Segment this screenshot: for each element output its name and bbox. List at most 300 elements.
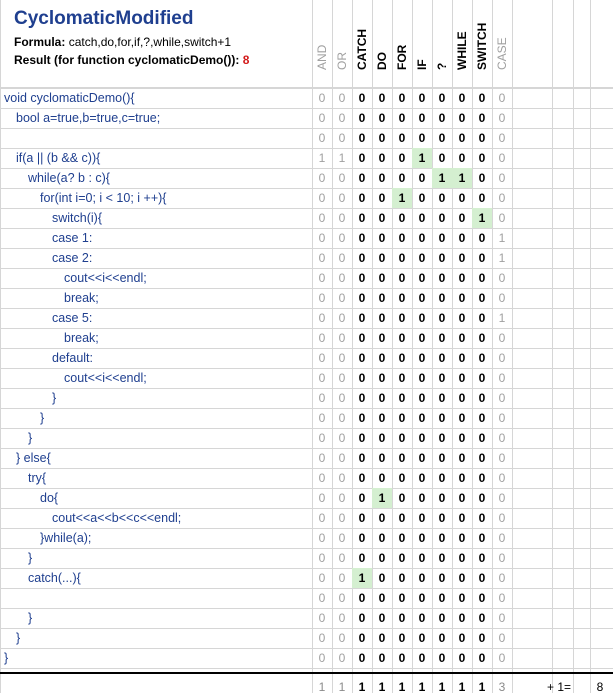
metric-cell: 0	[438, 311, 446, 325]
metric-cell: 0	[438, 371, 446, 385]
metric-cell: 0	[358, 491, 366, 505]
code-line: break;	[64, 291, 99, 305]
metric-cell: 1	[412, 148, 432, 168]
metric-cell: 0	[378, 431, 386, 445]
metric-cell: 0	[478, 451, 486, 465]
metric-cell: 0	[458, 251, 466, 265]
code-line: }	[40, 411, 45, 425]
metric-cell: 0	[378, 451, 386, 465]
column-header-label: DO	[375, 52, 389, 70]
metric-cell: 0	[318, 471, 326, 485]
code-line: }	[4, 651, 9, 665]
metric-cell: 0	[458, 631, 466, 645]
grid-hline	[0, 468, 613, 469]
metric-cell: 0	[318, 411, 326, 425]
metric-cell: 0	[378, 151, 386, 165]
metric-cell: 0	[358, 91, 366, 105]
metric-cell: 0	[378, 111, 386, 125]
metric-cell: 0	[358, 271, 366, 285]
metric-cell: 1	[352, 568, 372, 588]
code-line: break;	[64, 331, 99, 345]
metric-cell: 1	[472, 208, 492, 228]
metric-cell: 0	[338, 331, 346, 345]
metric-cell: 0	[418, 331, 426, 345]
metric-cell: 0	[378, 271, 386, 285]
code-line: case 5:	[52, 311, 93, 325]
metric-cell: 0	[338, 251, 346, 265]
metric-cell: 0	[418, 571, 426, 585]
column-header-switch	[472, 2, 492, 86]
metric-cell: 0	[338, 451, 346, 465]
metric-cell: 1	[392, 188, 412, 208]
metric-cell: 0	[458, 111, 466, 125]
metric-cell: 0	[318, 631, 326, 645]
metric-cell: 0	[498, 211, 506, 225]
column-header-if	[412, 2, 432, 86]
metric-cell: 0	[378, 231, 386, 245]
metric-cell: 0	[418, 251, 426, 265]
grid-vline	[512, 0, 513, 693]
code-line: while(a? b : c){	[28, 171, 110, 185]
metric-cell: 0	[318, 491, 326, 505]
metric-cell: 0	[458, 651, 466, 665]
metric-cell: 0	[498, 351, 506, 365]
metric-cell: 0	[458, 91, 466, 105]
metric-cell: 0	[378, 351, 386, 365]
metric-cell: 0	[378, 391, 386, 405]
metric-cell: 0	[498, 411, 506, 425]
code-line: switch(i){	[52, 211, 103, 225]
metric-cell: 0	[398, 531, 406, 545]
metric-cell: 0	[478, 571, 486, 585]
metric-cell: 0	[338, 611, 346, 625]
metric-cell: 0	[478, 491, 486, 505]
metric-cell: 0	[338, 131, 346, 145]
metric-cell: 0	[478, 151, 486, 165]
column-header-label: ?	[435, 62, 449, 70]
sum-separator	[0, 672, 613, 674]
metric-cell: 0	[498, 551, 506, 565]
metric-cell: 0	[478, 531, 486, 545]
metric-cell: 0	[478, 111, 486, 125]
column-sum: 1	[338, 680, 346, 694]
metric-cell: 0	[438, 651, 446, 665]
grid-hline	[0, 668, 613, 669]
metric-cell: 0	[478, 411, 486, 425]
metric-cell: 0	[458, 431, 466, 445]
metric-cell: 0	[438, 191, 446, 205]
metric-cell: 0	[458, 491, 466, 505]
metric-cell: 0	[318, 611, 326, 625]
metric-cell: 0	[398, 411, 406, 425]
metric-cell: 1	[498, 251, 506, 265]
column-sum: 1	[358, 680, 366, 694]
metric-cell: 0	[398, 611, 406, 625]
metric-cell: 0	[338, 291, 346, 305]
metric-cell: 0	[398, 271, 406, 285]
metric-cell: 0	[478, 251, 486, 265]
metric-cell: 0	[378, 591, 386, 605]
metric-cell: 0	[358, 251, 366, 265]
metric-cell: 0	[358, 431, 366, 445]
column-header-or	[332, 2, 352, 86]
metric-cell: 0	[498, 431, 506, 445]
metric-cell: 0	[398, 211, 406, 225]
metric-cell: 0	[318, 231, 326, 245]
metric-cell: 0	[318, 571, 326, 585]
grid-hline	[0, 448, 613, 449]
metric-cell: 0	[318, 331, 326, 345]
metric-cell: 0	[438, 331, 446, 345]
metric-cell: 0	[358, 651, 366, 665]
metric-cell: 0	[418, 491, 426, 505]
metric-cell: 0	[438, 631, 446, 645]
code-line: }	[28, 431, 33, 445]
formula-text: catch,do,for,if,?,while,switch+1	[68, 35, 232, 49]
metric-cell: 0	[418, 351, 426, 365]
metric-cell: 0	[398, 311, 406, 325]
code-line: case 1:	[52, 231, 93, 245]
metric-cell: 0	[338, 391, 346, 405]
metric-cell: 0	[318, 91, 326, 105]
grid-hline	[0, 588, 613, 589]
metric-cell: 0	[418, 271, 426, 285]
metric-cell: 0	[418, 231, 426, 245]
metric-cell: 0	[318, 351, 326, 365]
metric-cell: 0	[438, 571, 446, 585]
metric-cell: 0	[438, 251, 446, 265]
metric-cell: 0	[458, 511, 466, 525]
metric-cell: 0	[358, 231, 366, 245]
metric-cell: 0	[318, 511, 326, 525]
metric-cell: 0	[378, 91, 386, 105]
metric-cell: 0	[318, 171, 326, 185]
metric-cell: 0	[458, 451, 466, 465]
metric-cell: 0	[438, 271, 446, 285]
metric-cell: 0	[378, 531, 386, 545]
metric-cell: 0	[378, 551, 386, 565]
metric-cell: 0	[458, 591, 466, 605]
metric-cell: 0	[438, 451, 446, 465]
metric-cell: 0	[378, 571, 386, 585]
metric-cell: 0	[338, 411, 346, 425]
sheet-title: CyclomaticModified	[14, 8, 194, 29]
metric-cell: 0	[378, 171, 386, 185]
metric-cell: 0	[378, 131, 386, 145]
metric-cell: 0	[418, 411, 426, 425]
code-line: cout<<i<<endl;	[64, 271, 147, 285]
metric-cell: 0	[378, 291, 386, 305]
metric-cell: 0	[418, 451, 426, 465]
metric-cell: 0	[398, 551, 406, 565]
metric-cell: 0	[358, 291, 366, 305]
metric-cell: 0	[338, 491, 346, 505]
grid-hline	[0, 428, 613, 429]
result-value: 8	[242, 53, 250, 67]
grid-vline	[0, 0, 1, 693]
metric-cell: 0	[498, 371, 506, 385]
metric-cell: 0	[438, 151, 446, 165]
plus-one-label: + 1=	[547, 680, 572, 694]
metric-cell: 0	[318, 131, 326, 145]
metric-cell: 0	[418, 431, 426, 445]
metric-cell: 0	[498, 591, 506, 605]
metric-cell: 0	[458, 151, 466, 165]
grid-vline	[590, 0, 591, 693]
metric-cell: 0	[398, 291, 406, 305]
metric-cell: 0	[498, 271, 506, 285]
metric-cell: 0	[438, 131, 446, 145]
metric-cell: 0	[418, 391, 426, 405]
metric-cell: 0	[338, 111, 346, 125]
metric-cell: 0	[458, 331, 466, 345]
column-sum: 1	[438, 680, 446, 694]
metric-cell: 0	[498, 291, 506, 305]
metric-cell: 0	[418, 371, 426, 385]
metric-cell: 0	[318, 271, 326, 285]
metric-cell: 0	[478, 631, 486, 645]
metric-cell: 0	[398, 431, 406, 445]
column-header-case	[492, 2, 512, 86]
code-line: }	[16, 631, 21, 645]
metric-cell: 1	[372, 488, 392, 508]
metric-cell: 0	[458, 271, 466, 285]
metric-cell: 0	[358, 551, 366, 565]
metric-cell: 0	[358, 611, 366, 625]
metric-cell: 0	[318, 191, 326, 205]
metric-cell: 0	[318, 371, 326, 385]
metric-cell: 0	[438, 351, 446, 365]
metric-cell: 0	[398, 451, 406, 465]
metric-cell: 0	[378, 331, 386, 345]
metric-cell: 0	[458, 351, 466, 365]
metric-cell: 0	[498, 111, 506, 125]
metric-cell: 1	[338, 151, 346, 165]
metric-cell: 0	[398, 131, 406, 145]
metric-cell: 0	[318, 591, 326, 605]
metric-cell: 0	[478, 551, 486, 565]
metric-cell: 0	[438, 531, 446, 545]
metric-cell: 0	[478, 471, 486, 485]
metric-cell: 0	[378, 211, 386, 225]
metric-cell: 0	[438, 491, 446, 505]
metric-cell: 0	[458, 411, 466, 425]
metric-cell: 0	[398, 171, 406, 185]
metric-cell: 0	[378, 511, 386, 525]
metric-cell: 0	[358, 131, 366, 145]
metric-cell: 0	[338, 571, 346, 585]
metric-cell: 0	[338, 651, 346, 665]
metric-cell: 0	[478, 351, 486, 365]
metric-cell: 0	[418, 211, 426, 225]
metric-cell: 0	[398, 351, 406, 365]
metric-cell: 0	[338, 311, 346, 325]
grid-vline	[552, 0, 553, 693]
metric-cell: 0	[338, 371, 346, 385]
metric-cell: 0	[498, 571, 506, 585]
metric-cell: 0	[338, 191, 346, 205]
metric-cell: 0	[358, 311, 366, 325]
metric-cell: 0	[418, 591, 426, 605]
metric-cell: 0	[318, 531, 326, 545]
metric-cell: 0	[358, 591, 366, 605]
column-header-label: CASE	[495, 37, 509, 70]
metric-cell: 0	[358, 331, 366, 345]
column-header-label: SWITCH	[475, 22, 489, 70]
grid-hline	[0, 648, 613, 649]
metric-cell: 0	[378, 251, 386, 265]
metric-cell: 0	[438, 471, 446, 485]
metric-cell: 0	[418, 111, 426, 125]
metric-cell: 0	[498, 491, 506, 505]
grid-hline	[0, 628, 613, 629]
metric-cell: 0	[358, 211, 366, 225]
metric-cell: 0	[338, 511, 346, 525]
metric-cell: 0	[378, 411, 386, 425]
metric-cell: 0	[358, 351, 366, 365]
metric-cell: 0	[478, 231, 486, 245]
metric-cell: 0	[338, 231, 346, 245]
column-header-ternary	[432, 2, 452, 86]
metric-cell: 0	[418, 531, 426, 545]
formula-line	[14, 35, 231, 49]
column-header-label: WHILE	[455, 31, 469, 70]
metric-cell: 0	[358, 411, 366, 425]
metric-cell: 0	[438, 611, 446, 625]
metric-cell: 0	[358, 171, 366, 185]
code-line: catch(...){	[28, 571, 81, 585]
column-header-and	[312, 2, 332, 86]
metric-cell: 0	[478, 431, 486, 445]
grid-hline	[0, 568, 613, 569]
metric-cell: 0	[378, 651, 386, 665]
metric-cell: 0	[458, 131, 466, 145]
metric-cell: 0	[498, 131, 506, 145]
grid-hline	[0, 608, 613, 609]
metric-cell: 0	[378, 371, 386, 385]
metric-cell: 0	[498, 511, 506, 525]
metric-cell: 0	[498, 651, 506, 665]
metric-cell: 0	[478, 191, 486, 205]
metric-cell: 0	[458, 571, 466, 585]
column-sum: 1	[478, 680, 486, 694]
metric-cell: 0	[438, 411, 446, 425]
column-sum: 1	[318, 680, 326, 694]
metric-cell: 0	[338, 631, 346, 645]
metric-cell: 0	[398, 231, 406, 245]
metric-cell: 1	[432, 168, 452, 188]
metric-cell: 0	[378, 471, 386, 485]
column-header-do	[372, 2, 392, 86]
metric-cell: 0	[398, 511, 406, 525]
column-header-label: FOR	[395, 44, 409, 70]
column-sum: 1	[378, 680, 386, 694]
code-line: void cyclomaticDemo(){	[4, 91, 135, 105]
metric-cell: 0	[338, 471, 346, 485]
metric-cell: 0	[438, 431, 446, 445]
metric-cell: 0	[418, 651, 426, 665]
metric-cell: 0	[418, 471, 426, 485]
metric-cell: 0	[478, 511, 486, 525]
code-line: for(int i=0; i < 10; i ++){	[40, 191, 167, 205]
grid-hline	[0, 388, 613, 389]
metric-cell: 0	[458, 191, 466, 205]
metric-cell: 0	[318, 251, 326, 265]
column-header-label: IF	[415, 59, 429, 70]
metric-cell: 0	[358, 391, 366, 405]
metric-cell: 0	[498, 391, 506, 405]
metric-cell: 0	[318, 311, 326, 325]
metric-cell: 0	[378, 191, 386, 205]
metric-cell: 0	[418, 631, 426, 645]
metric-cell: 0	[478, 371, 486, 385]
metric-cell: 0	[438, 111, 446, 125]
grid-hline	[0, 488, 613, 489]
metric-cell: 0	[458, 531, 466, 545]
code-line: cout<<a<<b<<c<<endl;	[52, 511, 182, 525]
grid-hline	[0, 128, 613, 129]
column-header-catch	[352, 2, 372, 86]
metric-cell: 0	[378, 631, 386, 645]
grid-hline	[0, 528, 613, 529]
column-header-while	[452, 2, 472, 86]
metric-cell: 0	[338, 351, 346, 365]
code-line: if(a || (b && c)){	[16, 151, 101, 165]
metric-cell: 0	[458, 551, 466, 565]
metric-cell: 0	[318, 111, 326, 125]
metric-cell: 0	[438, 551, 446, 565]
code-line: }	[52, 391, 57, 405]
total-value: 8	[596, 680, 604, 694]
metric-cell: 0	[418, 191, 426, 205]
grid-hline	[0, 548, 613, 549]
metric-cell: 0	[478, 131, 486, 145]
metric-cell: 0	[478, 331, 486, 345]
metric-cell: 0	[398, 491, 406, 505]
metric-cell: 0	[458, 471, 466, 485]
column-header-label: AND	[315, 44, 329, 70]
code-line: case 2:	[52, 251, 93, 265]
metric-cell: 0	[398, 591, 406, 605]
metric-cell: 0	[438, 231, 446, 245]
metric-cell: 0	[398, 391, 406, 405]
metric-cell: 0	[478, 91, 486, 105]
code-line: try{	[28, 471, 47, 485]
metric-cell: 0	[438, 511, 446, 525]
metric-cell: 0	[358, 471, 366, 485]
metric-cell: 0	[478, 391, 486, 405]
metric-cell: 0	[338, 531, 346, 545]
metric-cell: 0	[318, 551, 326, 565]
metric-cell: 0	[498, 471, 506, 485]
metric-cell: 0	[398, 371, 406, 385]
code-line: do{	[40, 491, 59, 505]
grid-hline	[0, 408, 613, 409]
metric-cell: 0	[338, 271, 346, 285]
metric-cell: 0	[398, 571, 406, 585]
formula-label: Formula:	[14, 35, 66, 49]
code-line: cout<<i<<endl;	[64, 371, 147, 385]
metric-cell: 0	[418, 551, 426, 565]
metric-cell: 0	[358, 531, 366, 545]
metric-cell: 0	[338, 211, 346, 225]
metric-cell: 1	[498, 311, 506, 325]
code-line: }	[28, 611, 33, 625]
metric-cell: 0	[398, 651, 406, 665]
metric-cell: 0	[478, 291, 486, 305]
metric-cell: 0	[498, 611, 506, 625]
metric-cell: 0	[338, 431, 346, 445]
